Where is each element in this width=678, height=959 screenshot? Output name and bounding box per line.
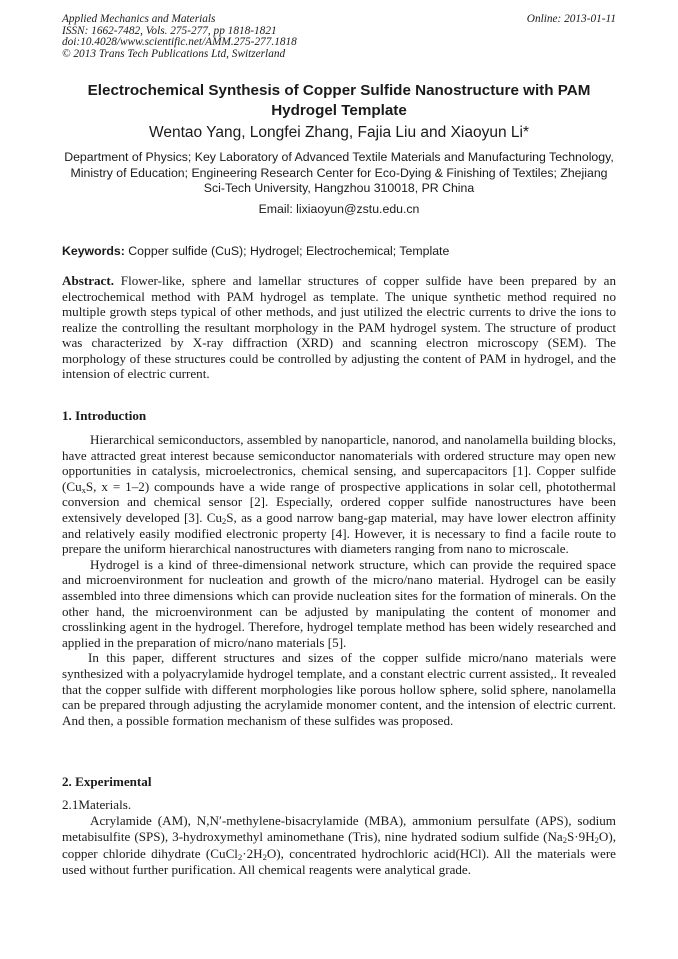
intro-p1-part: S, x = 1–2) compounds have a wide range of prospective applications in solar cell, photothermal conversion and chemical sensor [2]. Especially, ordered copper sulfide nanostructures have been extensively developed [3]. Cu — [62, 478, 616, 525]
keywords-label: Keywords: — [62, 244, 125, 258]
materials-part: S·9H — [567, 829, 595, 845]
affiliation: Department of Physics; Key Laboratory of Advanced Textile Materials and Manufacturing Technology, Ministry of Education; Engineering Research Center for Eco-Dying & Finishing of Textiles; Zhejiang Sci-Tech University, Hangzhou 310018, PR China — [64, 150, 614, 195]
keywords — [62, 244, 622, 259]
subscript: 2 — [222, 515, 227, 526]
doi-line: doi:10.4028/www.scientific.net/AMM.275-277.1818 — [62, 36, 297, 49]
materials-part: ·2H — [242, 845, 263, 861]
intro-p1-part: Hierarchical semiconductors, assembled by nanoparticle, nanorod, and nanolamella building blocks, have attracted great interest because semiconductor nanomaterials with ordered structure may open new opportunities in catalysis, microelectronics, chemical sensing, and supercapacitors [1]. Copper sulfide (Cu — [62, 432, 616, 494]
subscript: 2 — [262, 851, 267, 862]
copyright-line: © 2013 Trans Tech Publications Ltd, Switzerland — [62, 47, 286, 60]
abstract-label: Abstract. — [62, 273, 114, 288]
subscript: 2 — [562, 835, 567, 846]
intro-paragraph: Hydrogel is a kind of three-dimensional network structure, which can provide the required space and microenvironment for nucleation and growth of the micro/nano material. Hydrogel can be easily assembled into three dimensions which can provide nucleation sites for the formation of minerals. On the other hand, the microenvironment can be adjusted by manipulating the content of monomer and crosslinking agent in the hydrogel. Therefore, hydrogel template method has been widely researched and applied in the preparation of micro/nano materials [5]. — [62, 556, 616, 650]
contact-email: Email: lixiaoyun@zstu.edu.cn — [258, 202, 420, 216]
subscript: 2 — [237, 851, 243, 862]
materials-part: O), copper chloride dihydrate (CuCl — [62, 829, 616, 861]
section-heading-introduction: 1. Introduction — [62, 408, 147, 423]
materials-part: O), concentrated hydrochloric acid(HCl). All the materials were used without further purification. All chemical reagents were analytical grade. — [62, 845, 616, 878]
issn-line: ISSN: 1662-7482, Vols. 275-277, pp 1818-1821 — [62, 24, 277, 37]
abstract — [62, 273, 616, 382]
journal-name: Applied Mechanics and Materials — [62, 13, 216, 25]
materials-body — [62, 813, 616, 879]
introduction-body — [62, 432, 616, 728]
paper-title: Electrochemical Synthesis of Copper Sulfide Nanostructure with PAM Hydrogel Template — [87, 82, 591, 119]
intro-paragraph — [62, 432, 616, 557]
subsection-heading-materials: 2.1Materials. — [62, 797, 132, 812]
subscript: 2 — [594, 835, 599, 846]
author-list: Wentao Yang, Longfei Zhang, Fajia Liu and Xiaoyun Li* — [148, 124, 530, 141]
subscript: x — [81, 484, 86, 495]
section-heading-experimental: 2. Experimental — [62, 774, 152, 789]
materials-part: Acrylamide (AM), N,N′-methylene-bisacrylamide (MBA), ammonium persulfate (APS), sodium metabisulfite (SPS), 3-hydroxymethyl aminomethane (Tris), nine hydrated sodium sulfide (Na — [62, 813, 616, 845]
keywords-text: Copper sulfide (CuS); Hydrogel; Electrochemical; Template — [124, 244, 450, 258]
abstract-text: Flower-like, sphere and lamellar structures of copper sulfide have been prepared by an electrochemical method with PAM hydrogel as template. The unique synthetic method required no multiple growth steps typical of other methods, and just utilized the electric currents to drive the ions to realize the controlling the resultant morphology in the PAM hydrogel system. The structure of product was characterized by X-ray diffraction (XRD) and scanning electron microscopy (SEM). The morphology of these structures could be controlled by adjusting the content of PAM in hydrogel, and the intension of electric current. — [62, 273, 616, 382]
intro-p1-part: S, as a good narrow bang-gap material, may have lower electron affinity and relatively easily modified electronic property [4]. However, it is necessary to find a facile route to prepare the uniform hierarchical nanostructures with diameters ranging from nano to microscale. — [62, 509, 616, 557]
journal-header — [62, 14, 616, 60]
online-date: Online: 2013-01-11 — [526, 13, 616, 25]
intro-paragraph: In this paper, different structures and sizes of the copper sulfide micro/nano materials were synthesized with a polyacrylamide hydrogel template, and a constant electric current assisted,. It revealed that the copper sulfide with different morphologies like porous hollow sphere, solid sphere, nanolamella can be prepared through adjusting the acrylamide monomer content, and the intension of electric current. And then, a possible formation mechanism of these sulfides was proposed. — [62, 650, 616, 728]
materials-paragraph — [62, 813, 616, 879]
